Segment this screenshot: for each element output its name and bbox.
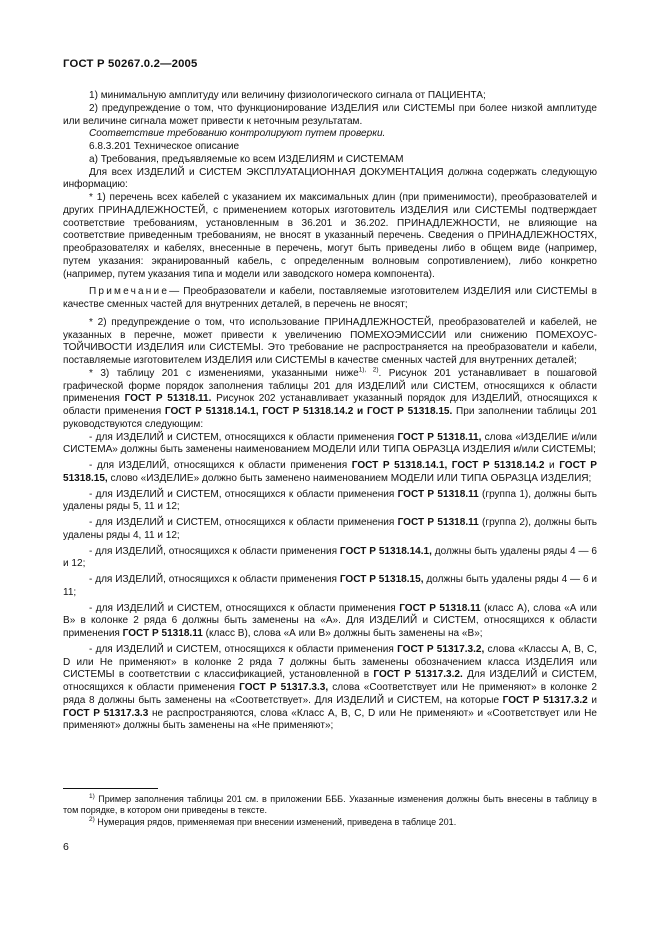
footnote-divider [63,788,158,789]
document-header: ГОСТ Р 50267.0.2—2005 [63,58,198,70]
page-body [63,90,597,733]
standard-ref: ГОСТ Р 51318.11, [397,431,482,443]
standard-ref: ГОСТ Р 51317.3.3 [63,707,149,719]
standard-ref: ГОСТ Р 51317.3.2, [397,643,485,655]
rule-item: - для ИЗДЕЛИЙ и СИСТЕМ, относящихся к области применения ГОСТ Р 51318.11 (класс А), слова «А или В» в колонке 2 ряда 6 должны быть заменены на «А». Для ИЗДЕЛИЙ и СИСТЕМ, относящихся к области применения ГОСТ Р 51318.11 (класс В), слова «А или В» должны быть заменены на «В»; [63,602,598,639]
standard-ref: ГОСТ Р 51318.15, [339,574,424,585]
page-number: 6 [63,841,69,853]
note-paragraph [63,286,597,312]
standard-ref: ГОСТ Р 51318.14.1, ГОСТ Р 51318.14.2 [351,460,545,471]
footnote-mark: 2) [89,815,95,823]
standard-ref: ГОСТ Р 51317.3.2 [502,694,588,706]
paragraph: 1) минимальную амплитуду или величину физиологического сигнала от ПАЦИЕНТА; [89,90,486,101]
paragraph: 2) предупреждение о том, что функционирование ИЗДЕЛИЯ или СИСТЕМЫ при более низкой амплитуде или величине сигнала может привести к неточным результатам. [63,102,597,127]
standard-ref: ГОСТ Р 51318.14.1, ГОСТ Р 51318.14.2 и ГОСТ Р 51318.15. [164,406,453,417]
standard-ref: ГОСТ Р 51317.3.3, [239,682,329,693]
list-item-1: * 1) перечень всех кабелей с указанием их максимальных длин (при применимости), преобразователей и других ПРИНАДЛЕЖНОСТЕЙ, с применением которых изготовитель ИЗДЕЛИЯ или СИСТЕМЫ подтверждает соответствие требованиям, установленным в 36.201 и 36.202. ПРИНАДЛЕЖНОСТИ, не влияющие на соответствие приведенным требованиям, не вносят в указанный перечень. Сведения о ПРИНАДЛЕЖНОСТЯХ, преобразователях и кабелях, внесенные в перечень, могут быть приведены либо в общем виде (например, путем указания: экранированный кабель, с определенным волновым сопротивлением), либо конкретно (например, путем указания типа и модели или заводского номера компонента). [63,192,597,280]
subsection-heading: а) Требования, предъявляемые ко всем ИЗДЕЛИЯМ и СИСТЕМАМ [89,153,404,165]
list-item-3: * 3) таблицу 201 с изменениями, указанными ниже$^{1), 2)}$. Рисунок 201 устанавливает в пошаговой графической форме порядок заполнения таблицы 201 для ИЗДЕЛИЙ или СИСТЕМ, относящихся к области применения ГОСТ Р 51318.11. Рисунок 202 устанавливает указанный порядок для ИЗДЕЛИЙ, относящихся к области применения ГОСТ Р 51318.14.1, ГОСТ Р 51318.14.2 и ГОСТ Р 51318.15. При заполнении таблицы 201 руководствуются следующим: [63,366,598,430]
note-label: Примечание [89,286,170,298]
standard-ref: ГОСТ Р 51318.14.1, [339,545,432,557]
standard-ref: ГОСТ Р 51318.11 [399,602,481,614]
standard-ref: ГОСТ Р 51318.11. [124,393,212,405]
footnote-2: $^{2)}$ Нумерация рядов, применяемая при внесении изменений, приведена в таблице 201. [89,815,457,827]
paragraph: Для всех ИЗДЕЛИЙ и СИСТЕМ ЭКСПЛУАТАЦИОННАЯ ДОКУМЕНТАЦИЯ должна содержать следующую информацию: [63,166,597,191]
rule-item: - для ИЗДЕЛИЙ и СИСТЕМ, относящихся к области применения ГОСТ Р 51318.11 (группа 1), должны быть удалены ряды 5, 11 и 12; [63,488,598,513]
standard-ref: ГОСТ Р 51318.11 [397,517,479,528]
footnote-mark: 1) [89,792,95,800]
footnotes [63,794,597,828]
rule-item: - для ИЗДЕЛИЙ, относящихся к области применения ГОСТ Р 51318.15, должны быть удалены ряды 4 — 6 и 11; [63,574,598,598]
standard-ref: ГОСТ Р 51318.11 [397,488,479,500]
section-heading: 6.8.3.201 Техническое описание [89,141,240,152]
rule-item: - для ИЗДЕЛИЙ, относящихся к области применения ГОСТ Р 51318.14.1, ГОСТ Р 51318.14.2 и ГОСТ Р 51318.15, слово «ИЗДЕЛИЕ» должно быть заменено наименованием МОДЕЛИ ИЛИ ТИПА ОБРАЗЦА ИЗДЕЛИЯ; [63,460,598,484]
standard-ref: ГОСТ Р 51318.15, [63,460,598,484]
rule-item: - для ИЗДЕЛИЙ и СИСТЕМ, относящихся к области применения ГОСТ Р 51318.11, слова «ИЗДЕЛИЕ и/или СИСТЕМА» должны быть заменены наименованием МОДЕЛИ ИЛИ ТИПА ОБРАЗЦА ИЗДЕЛИЯ и/или СИСТЕМЫ; [63,431,597,456]
rule-item: - для ИЗДЕЛИЙ и СИСТЕМ, относящихся к области применения ГОСТ Р 51317.3.2, слова «Классы А, В, С, D или Не применяют» в колонке 2 ряда 7 должны быть заменены обозначением класса ИЗДЕЛИЯ или СИСТЕМЫ в соответствии с классификацией, установленной в ГОСТ Р 51317.3.2. Для ИЗДЕЛИЙ и СИСТЕМ, относящихся к области применения ГОСТ Р 51317.3.3, слова «Соответствует или Не применяют» в колонке 2 ряда 8 должны быть заменены на «Соответствует». Для ИЗДЕЛИЙ и СИСТЕМ, на которые ГОСТ Р 51317.3.2 и ГОСТ Р 51317.3.3 не распространяются, слова «Класс А, В, С, D или Не применяют» и «Соответствует или Не применяют» должны быть заменены на «Не применяют»; [63,643,598,732]
rule-item: - для ИЗДЕЛИЙ, относящихся к области применения ГОСТ Р 51318.14.1, должны быть удалены ряды 4 — 6 и 12; [63,545,597,570]
compliance-note: Соответствие требованию контролируют путем проверки. [89,128,386,140]
standard-ref: ГОСТ Р 51317.3.2. [373,669,463,681]
standard-ref: ГОСТ Р 51318.11 [122,628,203,639]
list-item-2: * 2) предупреждение о том, что использование ПРИНАДЛЕЖНОСТЕЙ, преобразователей и кабелей, не указанных в перечне, может привести к увеличению ПОМЕХОЭМИССИИ или снижению ПОМЕХОУСТОЙЧИВОСТИ ИЗДЕЛИЯ или СИСТЕМЫ. Это требование не распространяется на преобразователи и кабели, поставляемые изготовителем ИЗДЕЛИЯ или СИСТЕМЫ в качестве сменных частей для внутренних деталей; [63,316,597,366]
footnote-1: $^{1)}$ Пример заполнения таблицы 201 см. в приложении БББ. Указанные изменения должны быть внесены в таблицу в том порядке, в котором они приведены в тексте. [63,792,597,816]
note-text: — Преобразователи и кабели, поставляемые изготовителем ИЗДЕЛИЯ или СИСТЕМЫ в качестве сменных частей для внутренних деталей, в перечень не вносят; [63,286,597,310]
rule-item: - для ИЗДЕЛИЙ и СИСТЕМ, относящихся к области применения ГОСТ Р 51318.11 (группа 2), должны быть удалены ряды 4, 11 и 12; [63,517,598,541]
footnote-ref: 1), 2) [358,366,379,374]
